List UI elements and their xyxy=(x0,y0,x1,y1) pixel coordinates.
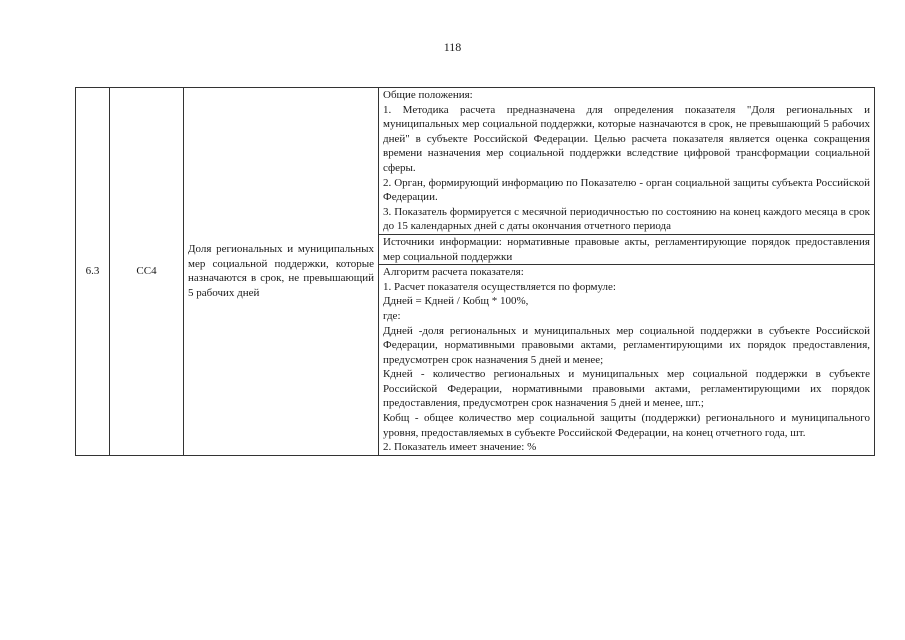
definition-ddney: Ддней -доля региональных и муниципальных мер социальной поддержки в субъекте Российской Федерации, нормативными правовыми актами, регламентирующими их порядок предоставления, предусмотрен срок назначения 5 дней и менее; xyxy=(383,324,870,366)
definition-kobshch: Кобщ - общее количество мер социальной защиты (поддержки) регионального и муниципального уровня, предоставляемых в субъекте Российской Федерации, на конец отчетного года, шт. xyxy=(383,412,870,439)
algorithm-step-1: 1. Расчет показателя осуществляется по формуле: xyxy=(383,280,616,293)
table-row-general xyxy=(76,88,875,235)
general-provisions-cell xyxy=(379,88,875,235)
row-number: 6.3 xyxy=(76,88,110,456)
sources-text: Источники информации: нормативные правовые акты, регламентирующие порядок предоставления мер социальной поддержки xyxy=(383,235,870,263)
algorithm-step-2: 2. Показатель имеет значение: % xyxy=(383,441,537,454)
general-item-3: 3. Показатель формируется с месячной периодичностью по состоянию на конец каждого месяца в срок до 15 календарных дней с даты окончания отчетного периода xyxy=(383,205,870,233)
indicator-table xyxy=(75,87,875,456)
indicator-code: СС4 xyxy=(110,88,184,456)
page-number: 118 xyxy=(443,40,462,54)
definition-kdney: Кдней - количество региональных и муниципальных мер социальной поддержки в субъекте Российской Федерации, нормативными правовыми актами, регламентирующими их порядок предоставления, предусмотрен срок назначения 5 дней и менее, шт.; xyxy=(383,368,870,410)
algorithm-cell xyxy=(379,265,875,456)
algorithm-title: Алгоритм расчета показателя: xyxy=(383,266,524,279)
formula: Ддней = Кдней / Кобщ * 100%, xyxy=(383,295,529,308)
general-item-1: 1. Методика расчета предназначена для определения показателя "Доля региональных и муниципальных мер социальной поддержки, которые назначаются в срок, не превышающий 5 рабочих дней" в субъекте Российской Федерации. Целью расчета показателя является оценка сокращения времени назначения мер социальной поддержки вследствие цифровой трансформации социальной сферы. xyxy=(383,103,870,174)
sources-cell xyxy=(379,234,875,264)
where-label: где: xyxy=(383,309,401,322)
general-provisions-title: Общие положения: xyxy=(383,89,473,101)
general-item-2: 2. Орган, формирующий информацию по Показателю - орган социальной защиты субъекта Российской Федерации. xyxy=(383,176,870,204)
indicator-name: Доля региональных и муниципальных мер социальной поддержки, которые назначаются в срок, не превышающий 5 рабочих дней xyxy=(184,88,379,456)
